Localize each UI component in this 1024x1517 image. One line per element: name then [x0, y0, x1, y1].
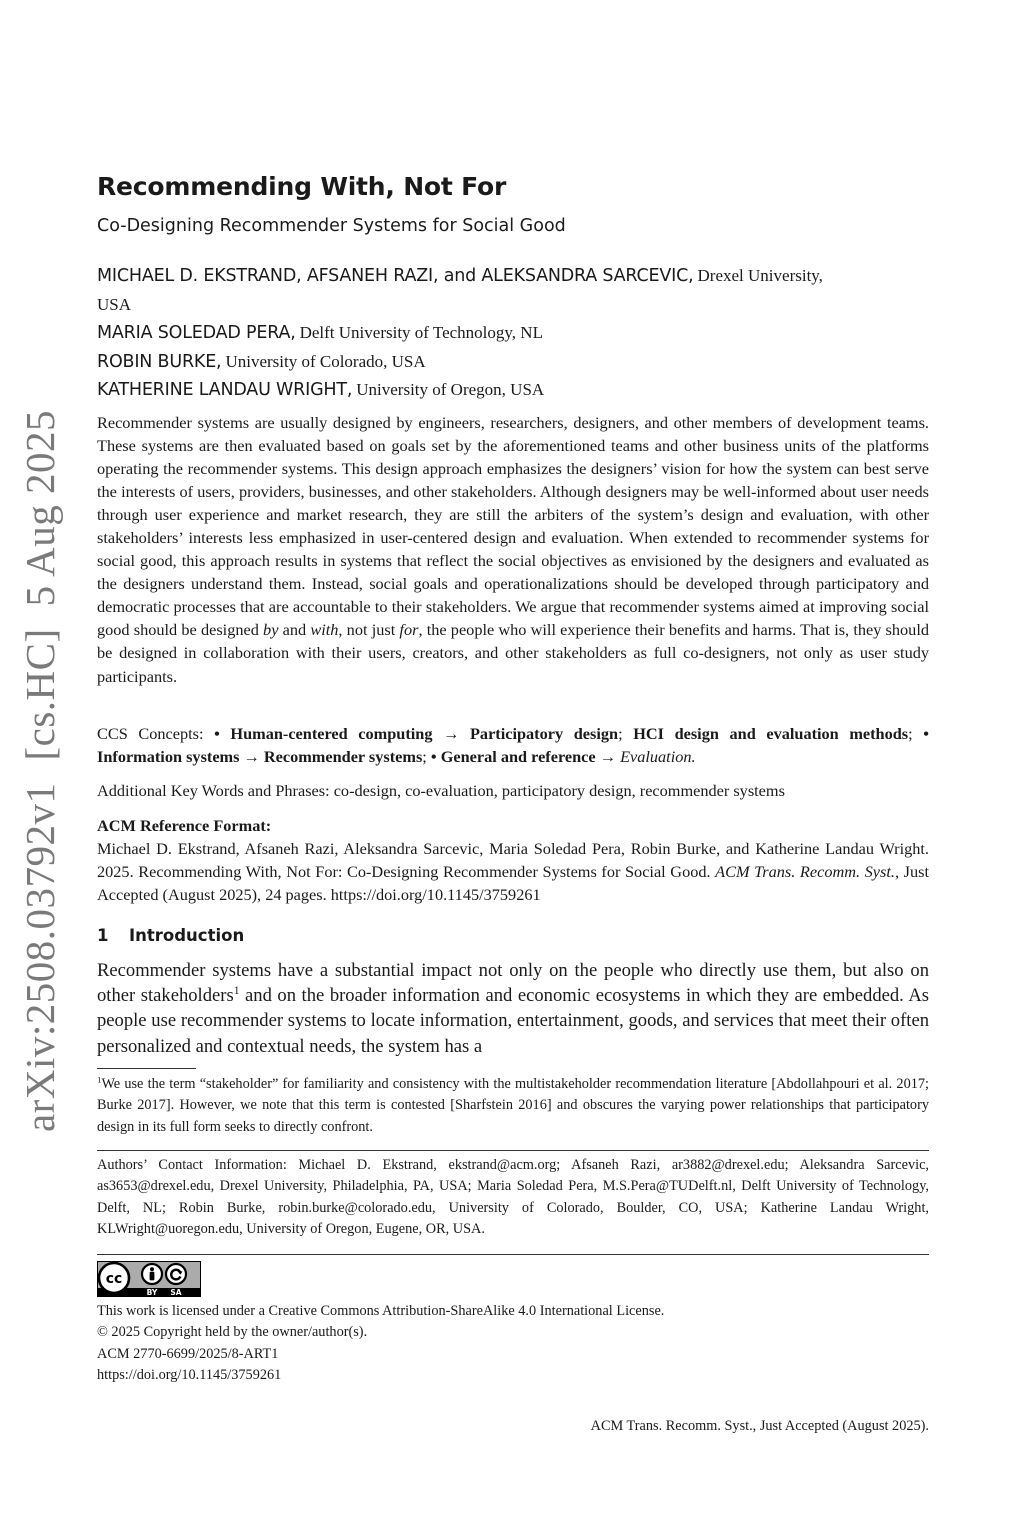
doi-link[interactable]: https://doi.org/10.1145/3759261 [97, 1367, 282, 1384]
section-title: Introduction [129, 926, 245, 945]
ccs-concept: General and reference [440, 747, 596, 766]
abstract-text: and [278, 620, 311, 640]
ccs-label: CCS Concepts: [97, 724, 215, 743]
acm-reference-text [97, 837, 929, 906]
ccs-sep: ; [422, 747, 427, 766]
abstract-emphasis: for [399, 620, 419, 640]
author-block [97, 262, 929, 405]
ccs-concept: Recommender systems [263, 747, 423, 766]
paper-title: Recommending With, Not For [97, 172, 507, 201]
footnote-marker[interactable]: 1 [233, 985, 240, 998]
author-affiliation: Delft University of Technology, NL [299, 323, 543, 342]
cc-badge-sa: SA [170, 1288, 182, 1297]
ccs-bullet: • [923, 724, 929, 743]
author-line [97, 291, 929, 320]
cc-badge-by: BY [146, 1288, 158, 1297]
ccs-sep: ; [908, 724, 913, 743]
abstract-text: Recommender systems are usually designed by engineers, researchers, designers, and other members of development teams. These systems are then evaluated based on goals set by the aforementioned teams and other business units of the platforms operating the recommender systems. This design approach emphasizes the designers’ vision for how the system can best serve the interests of users, providers, businesses, and other stakeholders. Although designers may be well-informed about user needs through user experience and market research, they are still the arbiters of the system’s design and evaluation, with other stakeholders’ interests less emphasized in user-centered design and evaluation. When extended to recommender systems for social good, this approach results in systems that reflect the social objectives as envisioned by the designers and evaluated as the designers understand them. Instead, social goals and operationalizations should be developed through participatory and democratic processes that are accountable to their stakeholders. We argue that recommender systems aimed at improving social good should be designed [97, 413, 929, 640]
reference-journal: ACM Trans. Recomm. Syst. [715, 862, 895, 881]
footnote [97, 1074, 929, 1138]
section-number: 1 [97, 926, 109, 945]
intro-paragraph [97, 958, 929, 1059]
ccs-concept: HCI design and evaluation methods [633, 724, 909, 743]
ccs-arrow: → [243, 747, 260, 766]
footnote-text: We use the term “stakeholder” for familiarity and consistency with the multistakeholder recommendation literature [Abdollahpouri et al. 2017; Burke 2017]. However, we note that this term is contested [Sharfstein 2016] and obscures the varying power relationships that participatory design in its full form seeks to directly confront. [97, 1076, 929, 1135]
author-contact-info: Authors’ Contact Information: Michael D. Ekstrand, ekstrand@acm.org; Afsaneh Razi, ar3882@drexel.edu; Aleksandra Sarcevic, as3653@drexel.edu, Drexel University, Philadelphia, PA, USA; Maria Soledad Pera, M.S.Pera@TUDelft.nl, Delft University of Technology, Delft, NL; Robin Burke, robin.burke@colorado.edu, University of Colorado, Boulder, CO, USA; Katherine Landau Wright, KLWright@uoregon.edu, University of Oregon, Eugene, OR, USA. [97, 1157, 929, 1237]
running-footer: ACM Trans. Recomm. Syst., Just Accepted (August 2025). [590, 1418, 929, 1434]
intro-text: and on the broader information and economic ecosystems in which they are embedded. As people use recommender systems to locate information, entertainment, goods, and services that meet their often personalized and contextual needs, the system has a [97, 985, 930, 1057]
contact-divider [97, 1150, 929, 1151]
arxiv-date: 5 Aug 2025 [17, 409, 63, 607]
author-line [97, 319, 929, 348]
ccs-bullet: • [214, 724, 220, 743]
ccs-arrow: → [443, 724, 460, 743]
author-names: ROBIN BURKE, [97, 351, 222, 372]
keywords: Additional Key Words and Phrases: co-design, co-evaluation, participatory design, recommender systems [97, 781, 785, 800]
abstract-text: , not just [338, 620, 400, 640]
author-affiliation: University of Oregon, USA [356, 380, 545, 399]
ccs-arrow: → [599, 747, 616, 766]
ccs-concept: Information systems [97, 747, 240, 766]
paper-subtitle: Co-Designing Recommender Systems for Social Good [97, 216, 566, 236]
author-line [97, 376, 929, 405]
license-block [97, 1301, 929, 1387]
author-affiliation: University of Colorado, USA [225, 351, 426, 371]
arxiv-id: arXiv:2508.03792v1 [17, 782, 63, 1133]
author-names: KATHERINE LANDAU WRIGHT, [97, 380, 353, 400]
ccs-bullet: • [430, 747, 437, 766]
author-names: MICHAEL D. EKSTRAND, AFSANEH RAZI, and ALEKSANDRA SARCEVIC, [97, 266, 694, 286]
ccs-concept: Evaluation. [620, 747, 696, 766]
author-affiliation-cont: USA [97, 294, 132, 314]
section-heading [97, 926, 929, 945]
cc-by-sa-icon[interactable] [97, 1261, 201, 1297]
license-statement: This work is licensed under a Creative Commons Attribution-ShareAlike 4.0 International License. [97, 1303, 665, 1319]
reference-tail: , Just Accepted (August 2025), 24 pages. https://doi.org/10.1145/3759261 [97, 862, 929, 904]
ccs-concept: Participatory design [469, 724, 619, 743]
author-line [97, 348, 929, 377]
ccs-sep: ; [618, 724, 623, 743]
cc-badge-cc: cc [105, 1271, 123, 1287]
copyright-line: © 2025 Copyright held by the owner/author(s). [97, 1324, 368, 1341]
license-divider [97, 1254, 929, 1255]
abstract-emphasis: with [310, 620, 339, 640]
arxiv-category: [cs.HC] [17, 628, 63, 761]
abstract-emphasis: by [263, 620, 279, 640]
arxiv-stamp [16, 388, 64, 1132]
acm-article-id: ACM 2770-6699/2025/8-ART1 [97, 1345, 279, 1362]
reference-text: Michael D. Ekstrand, Afsaneh Razi, Aleksandra Sarcevic, Maria Soledad Pera, Robin Burke, and Katherine Landau Wright. 2025. Recommending With, Not For: Co-Designing Recommender Systems for Social Good. [97, 839, 929, 881]
abstract-text: , the people who will experience their benefits and harms. That is, they should be designed in collaboration with their users, creators, and other stakeholders as full co-designers, not only as user study participants. [97, 620, 929, 686]
footnote-divider [97, 1068, 196, 1069]
footnote-number: 1 [97, 1074, 102, 1085]
abstract [97, 411, 929, 688]
author-line [97, 262, 929, 291]
ccs-concepts [97, 722, 929, 768]
author-names: MARIA SOLEDAD PERA, [97, 323, 296, 343]
acm-reference-heading: ACM Reference Format: [97, 816, 272, 835]
author-affiliation: Drexel University, [697, 266, 823, 285]
acm-reference [97, 814, 929, 906]
intro-text: Recommender systems have a substantial impact not only on the people who directly use them, but also on other stakeholders [97, 960, 929, 1007]
ccs-concept: Human-centered computing [230, 724, 433, 743]
